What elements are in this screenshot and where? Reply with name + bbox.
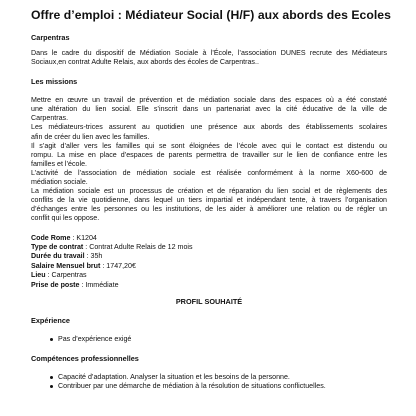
mission-line: Les médiateurs-trices assurent au quotidien une présence aux abords des établissements scolaires [31,123,387,132]
detail-label: Salaire Mensuel brut [31,261,101,270]
intro-line: Dans le cadre du dispositif de Médiation Sociale à l’École, l’association DUNES recrute des Médiateurs [31,49,387,57]
detail-label: Type de contrat [31,242,84,251]
detail-value: : Immédiate [79,280,119,289]
detail-work-duration [31,252,387,261]
mission-line: conflits de la vie quotidienne, dans lequel un tiers impartial et indépendant tente, à travers l’organisation [31,196,387,205]
experience-heading: Expérience [31,315,70,325]
intro-paragraph [31,49,387,67]
mission-line: une altération du lien social. Elle s’inscrit dans un partenariat avec la cité éducative de la ville de [31,105,387,114]
job-offer-document [31,8,391,391]
bullet-icon [50,385,53,388]
mission-line: afin de créer du lien avec les familles. [31,132,150,141]
mission-line: familles et l’école. [31,159,87,168]
list-item-text: Pas d’expérience exigé [58,334,132,343]
mission-line: L’activité de l’association de médiation sociale est réalisée conformément à la norme X60-600 de [31,168,387,177]
missions-heading: Les missions [31,77,78,87]
detail-start-date [31,281,387,290]
competences-list [31,373,387,391]
detail-label: Lieu [31,271,46,280]
mission-line: rompu. La mise en place d’espaces de parents permettra de travailler sur le lien de confiance entre les [31,150,387,159]
location-heading: Carpentras [31,33,70,42]
detail-value: : Contrat Adulte Relais de 12 mois [83,242,193,251]
detail-value: : K1204 [70,233,97,242]
mission-line: Carpentras. [31,114,69,123]
list-item [31,373,387,382]
detail-salary [31,262,387,271]
missions-text [31,96,387,223]
competences-heading: Compétences professionnelles [31,353,139,363]
detail-label: Code Rome [31,233,71,242]
bullet-icon [50,338,53,341]
mission-line: La médiation sociale est un processus de création et de réparation du lien social et de règlements des [31,187,387,196]
mission-line: d’échanges entre les personnes ou les institutions, de les aider à améliorer une relation ou de régler un [31,205,387,214]
detail-label: Durée du travail [31,252,85,261]
mission-line: médiation sociale. [31,178,88,187]
mission-line: conflit qui les oppose. [31,214,100,223]
mission-line: Il s’agit d’aller vers les familles qui se sont éloignées de l’école avec qui le contact est distendu ou [31,141,387,150]
detail-value: : 35h [84,252,103,261]
experience-list [31,335,387,344]
list-item-text: Contribuer par une démarche de médiation à la résolution de situations conflictuelles. [58,381,326,390]
list-item [31,382,387,391]
detail-code-rome [31,234,387,243]
detail-contract-type [31,243,387,252]
detail-location [31,271,387,280]
detail-value: : Carpentras [45,271,87,280]
profile-heading: PROFIL SOUHAITÉ [175,296,243,306]
page-title: Offre d’emploi : Médiateur Social (H/F) aux abords des Ecoles [31,8,391,22]
intro-line: Sociaux,en contrat Adulte Relais, aux abords des écoles de Carpentras.. [31,58,259,67]
bullet-icon [50,376,53,379]
job-details [31,234,387,290]
mission-line: Mettre en œuvre un travail de prévention et de médiation sociale dans des espaces où a été constaté [31,96,387,105]
detail-label: Prise de poste [31,280,80,289]
detail-value: : 1747,20€ [100,261,136,270]
list-item [31,335,387,344]
list-item-text: Capacité d’adaptation. Analyser la situation et les besoins de la personne. [58,372,290,381]
